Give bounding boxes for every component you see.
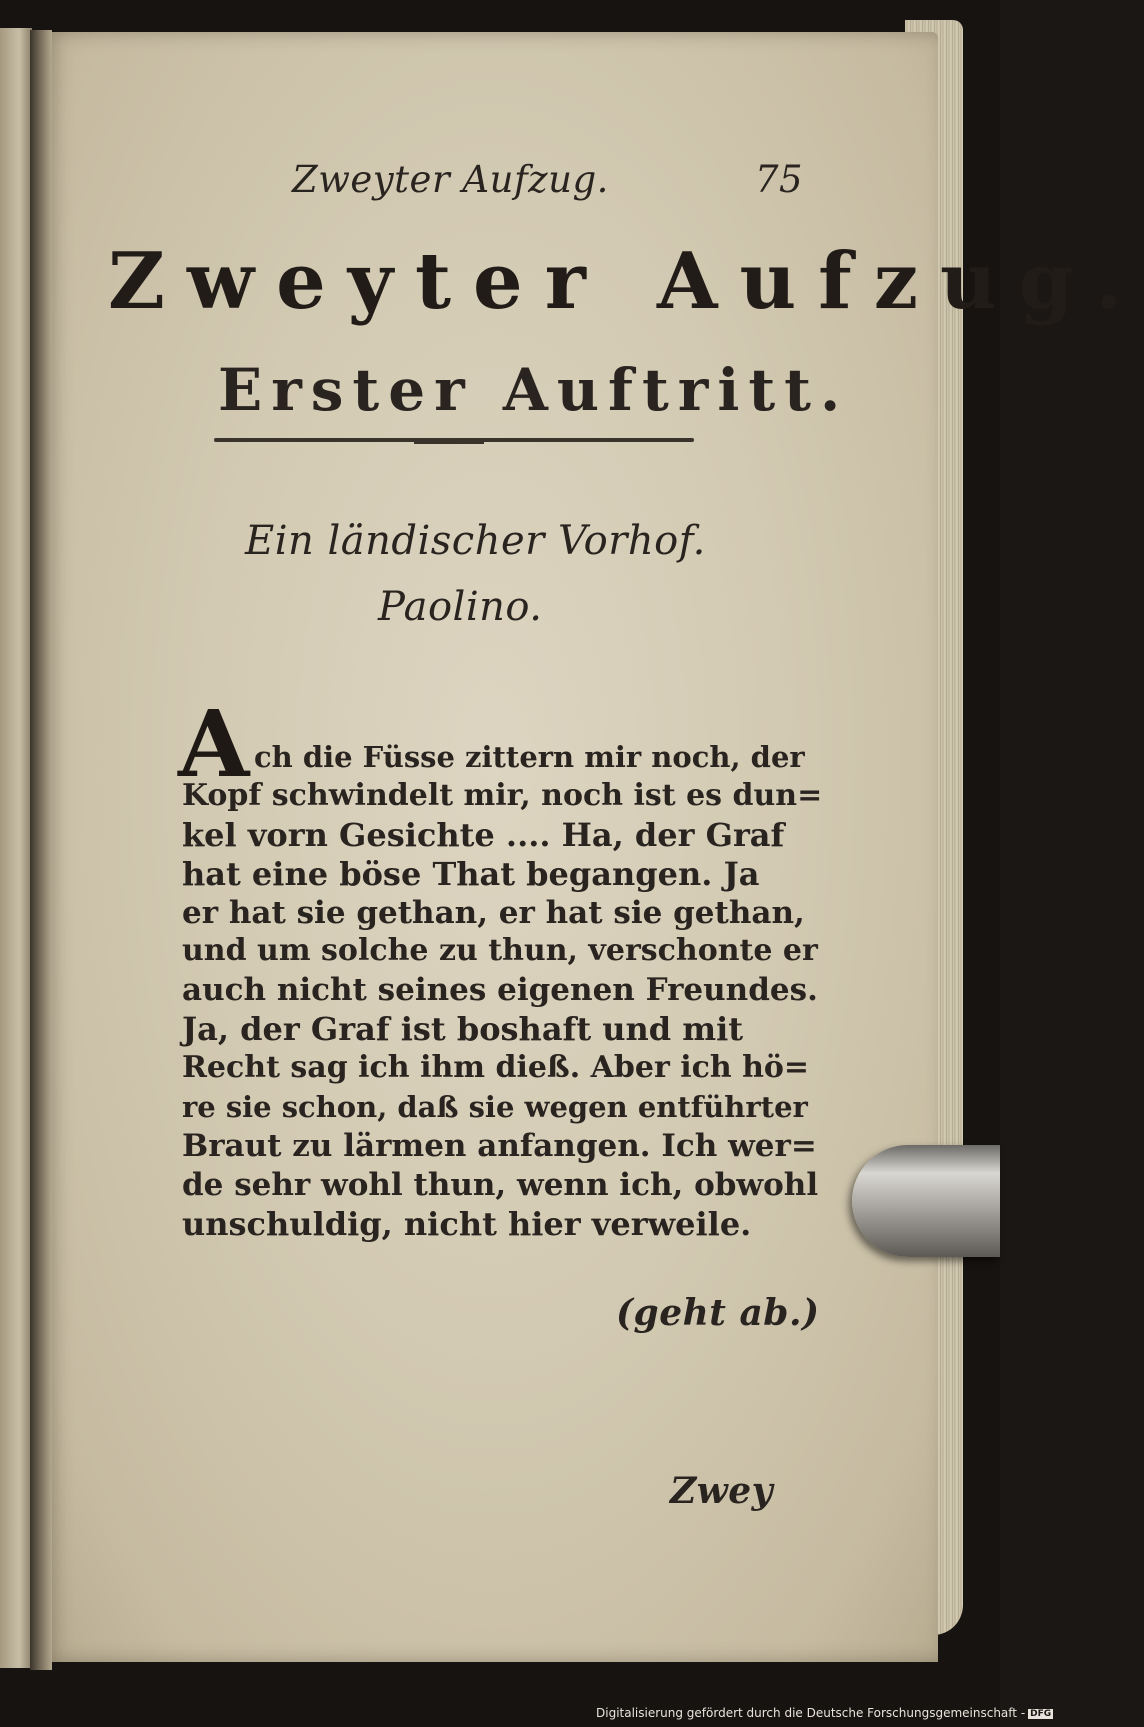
page-number: 75 (755, 158, 804, 201)
text-line: und um solche zu thun, verschonte er (182, 933, 818, 969)
running-head: Zweyter Aufzug. (292, 158, 609, 201)
catchword: Zwey (670, 1470, 774, 1512)
act-title: Zweyter Aufzug. (108, 236, 1144, 327)
credit-text: Digitalisierung gefördert durch die Deutsche Forschungsgemeinschaft - (596, 1706, 1026, 1720)
text-line: kel vorn Gesichte .... Ha, der Graf (182, 815, 785, 854)
text-line: auch nicht seines eigenen Freundes. (182, 972, 818, 1009)
text-line: unschuldig, nicht hier verweile. (182, 1204, 752, 1243)
stage-direction: (geht ab.) (616, 1292, 820, 1334)
scene-title: Erster Auftritt. (218, 356, 850, 424)
text-line: ch die Füsse zittern mir noch, der (254, 740, 805, 774)
stage-setting: Ein ländischer Vorhof. (245, 518, 706, 564)
text-line: er hat sie gethan, er hat sie gethan, (182, 894, 805, 931)
text-line: Recht sag ich ihm dieß. Aber ich hö= (182, 1050, 810, 1086)
previous-page-edge (0, 28, 32, 1668)
character-name: Paolino. (378, 584, 543, 630)
text-line: hat eine böse That begangen. Ja (182, 854, 760, 893)
drop-cap: A (178, 690, 250, 798)
text-line: re sie schon, daß sie wegen entführter (182, 1090, 808, 1125)
page-clip (852, 1145, 1000, 1257)
monologue-text (182, 738, 822, 1244)
dfg-logo: DFG (1030, 1709, 1052, 1719)
book-gutter (30, 30, 52, 1670)
text-line: de sehr wohl thun, wenn ich, obwohl (182, 1166, 819, 1203)
decorative-rule (214, 438, 694, 442)
text-line: Ja, der Graf ist boshaft und mit (182, 1010, 744, 1049)
text-line: Braut zu lärmen anfangen. Ich wer= (182, 1127, 817, 1164)
text-line: Kopf schwindelt mir, noch ist es dun= (182, 777, 823, 813)
digitization-credit (596, 1706, 1053, 1720)
